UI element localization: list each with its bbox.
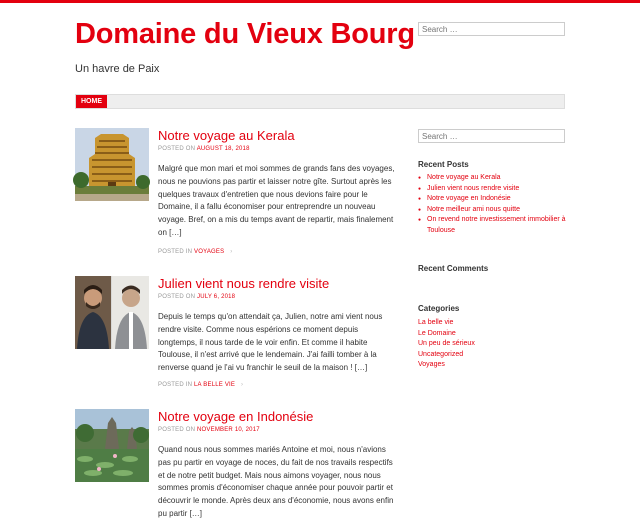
category-link[interactable]: Un peu de sérieux	[418, 340, 475, 347]
footer-separator: ›	[230, 249, 233, 255]
post-thumbnail-julien[interactable]	[75, 276, 149, 349]
post-thumbnail-indonesie[interactable]	[75, 409, 149, 482]
post-excerpt: Depuis le temps qu'on attendait ça, Julien, notre ami vient nous rendre visite. Comme nous espérions ce moment depuis longtemps, il nous tarde de le voir enfin. Et comme il habite Toulouse, il n'est arrivé que le lendemain. J'ai failli tomber à la renverse quand je l'ai vu franchir le seuil de la maison ! […]	[158, 312, 383, 373]
category-link[interactable]: La belle vie	[418, 319, 454, 326]
categories-heading: Categories	[418, 304, 460, 313]
footer-separator: ›	[240, 382, 244, 388]
post-date-link[interactable]: NOVEMBER 10, 2017	[197, 427, 260, 433]
categories-list	[418, 318, 568, 371]
post-item	[75, 128, 395, 260]
recent-posts-list	[418, 173, 568, 236]
post-category-link[interactable]: LA BELLE VIE	[194, 382, 236, 388]
recent-post-link[interactable]: ● Notre voyage en Indonésie	[418, 194, 568, 205]
recent-post-link[interactable]: ● Notre voyage au Kerala	[418, 173, 568, 184]
top-accent-bar	[0, 0, 640, 3]
post-meta	[158, 427, 260, 433]
category-link[interactable]: Le Domaine	[418, 329, 456, 337]
post-title[interactable]: Notre voyage au Kerala	[158, 128, 295, 143]
recent-post-link[interactable]: ● Notre meilleur ami nous quitte	[418, 205, 568, 216]
post-item	[75, 276, 395, 396]
sidebar-search-input[interactable]	[418, 129, 565, 143]
recent-post-link[interactable]: ● Julien vient nous rendre visite	[418, 184, 568, 195]
posted-in-label: POSTED IN	[158, 249, 193, 255]
category-link[interactable]: Voyages	[418, 361, 445, 368]
category-link[interactable]: Uncategorized	[418, 350, 464, 358]
posted-on-label: POSTED ON	[158, 294, 196, 300]
post-date-link[interactable]: JULY 6, 2018	[197, 294, 236, 300]
post-excerpt: Quand nous nous sommes mariés Antoine et moi, nous n'avions pas pu partir en voyage de noces, du fait de nos travails respectifs et de notre petit budget. Mais nous aimons voyager, nous nous sommes promis d'économiser chaque année pour pouvoir partir et découvrir le monde. Après deux ans d'économie, nous avons enfin pu partir […]	[158, 445, 394, 518]
post-date-link[interactable]: AUGUST 18, 2018	[196, 146, 250, 152]
main-navigation	[75, 94, 565, 109]
site-description: Un havre de Paix	[75, 63, 160, 75]
post-meta	[158, 146, 250, 152]
recent-posts-heading: Recent Posts	[418, 160, 469, 169]
post-title[interactable]: Julien vient nous rendre visite	[158, 276, 330, 291]
post-title[interactable]: Notre voyage en Indonésie	[158, 409, 314, 424]
post-thumbnail-kerala[interactable]	[75, 128, 149, 201]
recent-post-link[interactable]: ● On revend notre investissement immobilier à Toulouse	[418, 215, 568, 236]
post-item	[75, 409, 395, 518]
recent-comments-heading: Recent Comments	[418, 264, 489, 273]
posted-in-label: POSTED IN	[158, 382, 193, 388]
header-search-input[interactable]	[418, 22, 565, 36]
post-footer	[158, 249, 232, 255]
post-meta	[158, 294, 235, 300]
posted-on-label: POSTED ON	[158, 146, 196, 152]
post-category-link[interactable]: VOYAGES	[194, 249, 225, 255]
post-excerpt: Malgré que mon mari et moi sommes de grands fans des voyages, nous ne pouvions pas partir et laisser notre gîte. Surtout après les quelques travaux d'entretien que nous devions faire pour le Domaine, il a fallu économiser pour entreprendre un nouveau voyage. Bref, on a mis du temps avant de repartir, mais finalement on […]	[158, 164, 395, 237]
posted-on-label: POSTED ON	[158, 427, 196, 433]
nav-home-link[interactable]: HOME	[76, 95, 107, 108]
post-footer	[158, 382, 243, 388]
site-title[interactable]: Domaine du Vieux Bourg	[75, 18, 415, 50]
